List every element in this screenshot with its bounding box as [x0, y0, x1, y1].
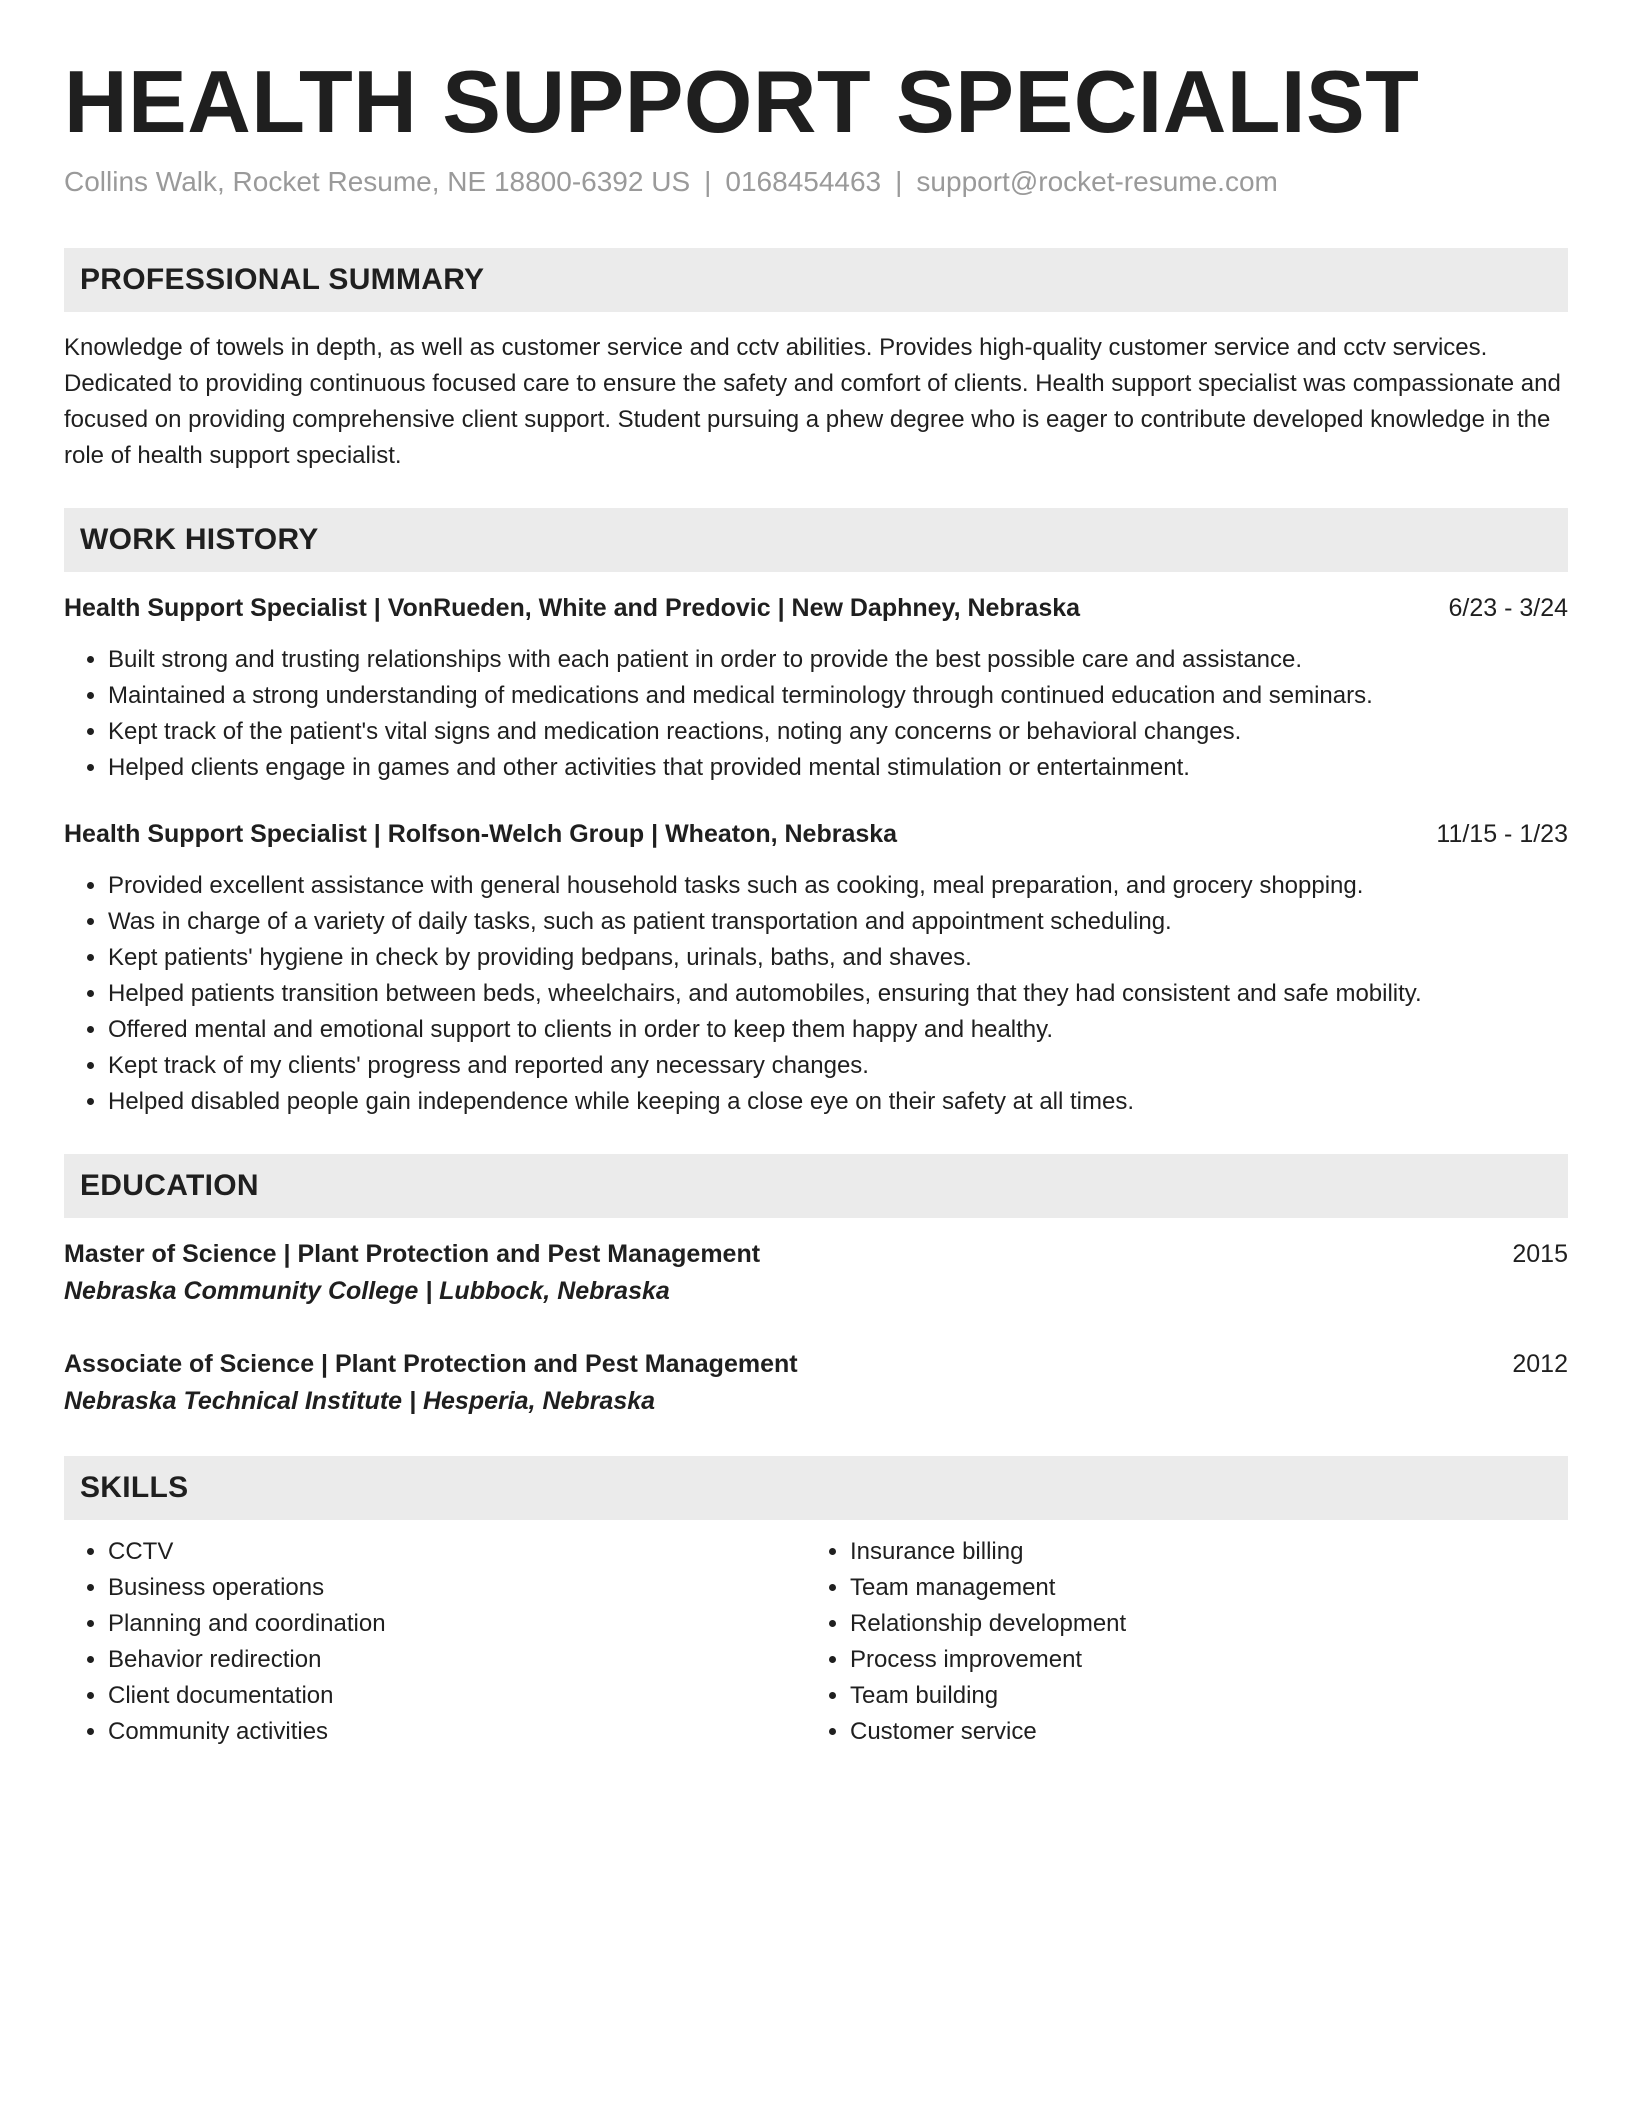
job-header	[64, 816, 1568, 852]
skill-item: • Community activities	[108, 1714, 806, 1750]
job-bullet: • Provided excellent assistance with general household tasks such as cooking, meal preparation, and grocery shopping.	[108, 868, 1568, 904]
job-title-line: Health Support Specialist | VonRueden, White and Predovic | New Daphney, Nebraska	[64, 594, 1081, 623]
skill-item: • Insurance billing	[850, 1534, 1548, 1570]
contact-address: Collins Walk, Rocket Resume, NE 18800-6392 US	[64, 166, 691, 198]
degree-line: Associate of Science | Plant Protection and Pest Management	[64, 1350, 798, 1379]
skill-item: • Business operations	[108, 1570, 806, 1606]
graduation-year: 2015	[1512, 1240, 1568, 1269]
education-header	[64, 1346, 1568, 1382]
job-entry	[64, 590, 1568, 786]
job-entry	[64, 816, 1568, 1120]
job-title-line: Health Support Specialist | Rolfson-Welch Group | Wheaton, Nebraska	[64, 820, 898, 849]
section-header-education: EDUCATION	[64, 1154, 1568, 1218]
skill-item: • Relationship development	[850, 1606, 1548, 1642]
skill-item: • Planning and coordination	[108, 1606, 806, 1642]
skill-item: • CCTV	[108, 1534, 806, 1570]
skill-item: • Team building	[850, 1678, 1548, 1714]
skills-list-right	[806, 1534, 1548, 1750]
contact-line	[64, 166, 1568, 198]
job-dates: 11/15 - 1/23	[1436, 820, 1568, 849]
skill-item: • Customer service	[850, 1714, 1548, 1750]
job-bullet: • Helped patients transition between beds, wheelchairs, and automobiles, ensuring that they had consistent and safe mobility.	[108, 976, 1568, 1012]
job-bullet-list	[64, 868, 1568, 1120]
contact-separator: |	[704, 166, 712, 198]
job-bullet: • Built strong and trusting relationships with each patient in order to provide the best possible care and assistance.	[108, 642, 1568, 678]
job-header	[64, 590, 1568, 626]
education-entry	[64, 1346, 1568, 1420]
skill-item: • Client documentation	[108, 1678, 806, 1714]
job-bullet-list	[64, 642, 1568, 786]
education-header	[64, 1236, 1568, 1272]
skill-item: • Behavior redirection	[108, 1642, 806, 1678]
job-dates: 6/23 - 3/24	[1448, 594, 1568, 623]
job-bullet: • Kept track of the patient's vital signs and medication reactions, noting any concerns or behavioral changes.	[108, 714, 1568, 750]
summary-text: Knowledge of towels in depth, as well as customer service and cctv abilities. Provides high-quality customer service and cctv services. Dedicated to providing continuous focused care to ensure the safety and comfort of clients. Health support specialist was compassionate and focused on providing comprehensive client support. Student pursuing a phew degree who is eager to contribute developed knowledge in the role of health support specialist.	[64, 334, 1561, 470]
section-header-work-history: WORK HISTORY	[64, 508, 1568, 572]
contact-separator: |	[895, 166, 903, 198]
school-line: Nebraska Technical Institute | Hesperia, Nebraska	[64, 1387, 656, 1416]
education-entry	[64, 1236, 1568, 1310]
job-bullet: • Helped clients engage in games and other activities that provided mental stimulation or entertainment.	[108, 750, 1568, 786]
contact-email[interactable]: support@rocket-resume.com	[916, 166, 1278, 198]
graduation-year: 2012	[1512, 1350, 1568, 1379]
job-bullet: • Kept track of my clients' progress and reported any necessary changes.	[108, 1048, 1568, 1084]
contact-phone: 0168454463	[725, 166, 882, 198]
job-bullet: • Kept patients' hygiene in check by providing bedpans, urinals, baths, and shaves.	[108, 940, 1568, 976]
section-header-skills: SKILLS	[64, 1456, 1568, 1520]
job-bullet: • Was in charge of a variety of daily tasks, such as patient transportation and appointment scheduling.	[108, 904, 1568, 940]
resume-title: HEALTH SUPPORT SPECIALIST	[64, 52, 1420, 151]
skills-list-left	[64, 1534, 806, 1750]
skill-item: • Team management	[850, 1570, 1548, 1606]
skills-columns	[64, 1534, 1568, 1750]
skill-item: • Process improvement	[850, 1642, 1548, 1678]
school-line: Nebraska Community College | Lubbock, Nebraska	[64, 1277, 670, 1306]
job-bullet: • Offered mental and emotional support to clients in order to keep them happy and healthy.	[108, 1012, 1568, 1048]
degree-line: Master of Science | Plant Protection and Pest Management	[64, 1240, 761, 1269]
section-header-summary: PROFESSIONAL SUMMARY	[64, 248, 1568, 312]
job-bullet: • Helped disabled people gain independence while keeping a close eye on their safety at all times.	[108, 1084, 1568, 1120]
job-bullet: • Maintained a strong understanding of medications and medical terminology through continued education and seminars.	[108, 678, 1568, 714]
